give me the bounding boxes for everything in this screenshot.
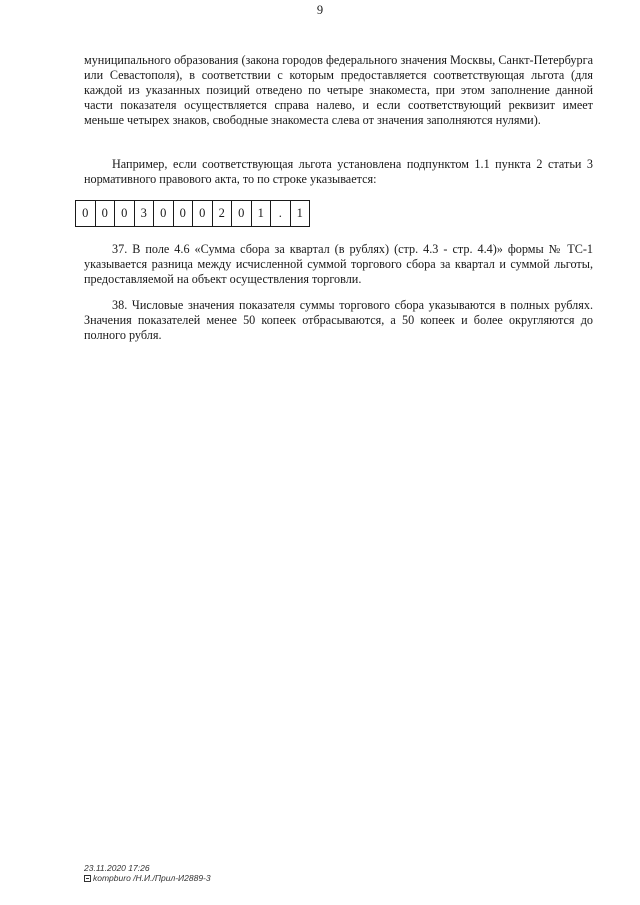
code-cell: 0 <box>115 200 135 227</box>
paragraph-example <box>84 157 593 187</box>
document-footer <box>84 863 211 883</box>
code-cell: 3 <box>135 200 155 227</box>
paragraph-example-text: Например, если соответствующая льгота установлена подпунктом 1.1 пункта 2 статьи 3 нормативного правового акта, то по строке указывается: <box>84 157 593 186</box>
paragraph-item-37 <box>84 242 593 287</box>
paragraph-continuation-text: муниципального образования (закона городов федерального значения Москвы, Санкт-Петербурга или Севастополя), в соответствии с которым предоставляется соответствующая льгота (для каждой из указанных позиций отведено по четыре знакоместа, при этом заполнение данной части показателя осуществляется справа налево, и если соответствующий реквизит имеет меньше четырех знаков, свободные знакоместа слева от значения заполняются нулями). <box>84 53 593 127</box>
code-cell: 0 <box>154 200 174 227</box>
code-cell: 1 <box>291 200 311 227</box>
paragraph-item-37-text: 37. В поле 4.6 «Сумма сбора за квартал (в рублях) (стр. 4.3 - стр. 4.4)» формы № ТС-1 указывается разница между исчисленной суммой торгового сбора за квартал и суммой льготы, предоставляемой на объект осуществления торговли. <box>84 242 593 286</box>
file-icon <box>84 875 91 882</box>
paragraph-item-38-text: 38. Числовые значения показателя суммы торгового сбора указываются в полных рублях. Значения показателей менее 50 копеек отбрасываются, а 50 копеек и более округляются до полного рубля. <box>84 298 593 342</box>
footer-path: kompburo /Н.И./Прил-И2889-3 <box>93 873 211 883</box>
code-cell: 0 <box>232 200 252 227</box>
code-cell: 0 <box>193 200 213 227</box>
paragraph-item-38 <box>84 298 593 343</box>
code-cell: 0 <box>76 200 96 227</box>
code-cell: 0 <box>96 200 116 227</box>
code-grid <box>75 200 310 227</box>
code-cell: . <box>271 200 291 227</box>
page-number: 9 <box>316 3 324 17</box>
code-cell: 0 <box>174 200 194 227</box>
footer-path-line <box>84 873 211 883</box>
paragraph-continuation <box>84 53 593 128</box>
code-cell: 1 <box>252 200 272 227</box>
code-cell: 2 <box>213 200 233 227</box>
footer-timestamp: 23.11.2020 17:26 <box>84 863 150 873</box>
